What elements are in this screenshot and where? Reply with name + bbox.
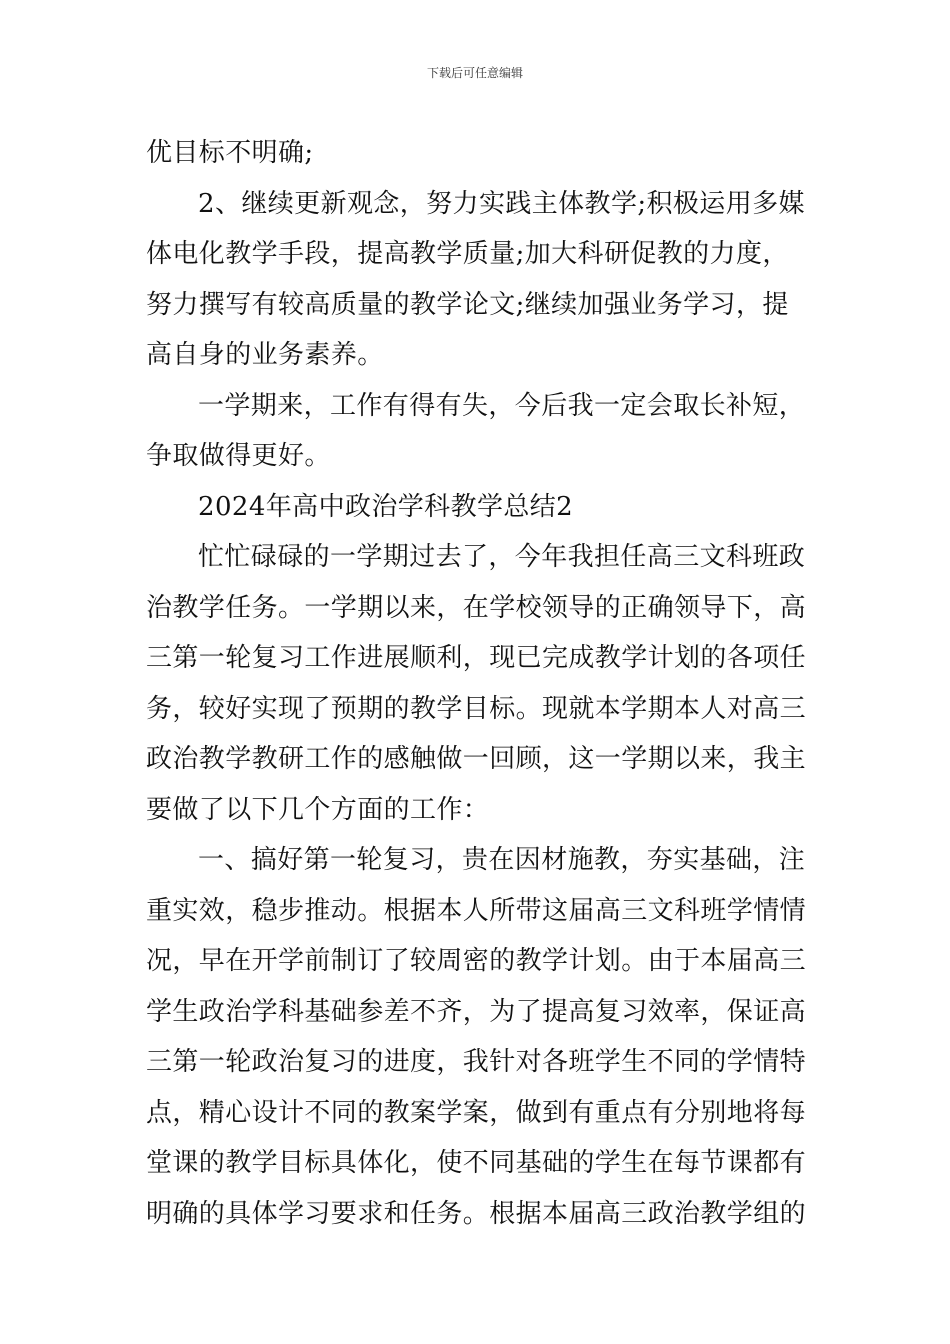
document-body xyxy=(146,128,808,1239)
section-title: 2024年高中政治学科教学总结2 xyxy=(198,491,574,522)
paragraph-5: 一、搞好第一轮复习，贵在因材施教，夯实基础，注重实效，稳步推动。根据本人所带这届高三文科班学情情况，早在开学前制订了较周密的教学计划。由于本届高三学生政治学科基础参差不齐，为了提高复习效率，保证高三第一轮政治复习的进度，我针对各班学生不同的学情特点，精心设计不同的教案学案，做到有重点有分别地将每堂课的教学目标具体化，使不同基础的学生在每节课都有明确的具体学习要求和任务。根据本届高三政治教学组的 xyxy=(146,845,807,1229)
paragraph-3: 一学期来，工作有得有失，今后我一定会取长补短，争取做得更好。 xyxy=(146,390,806,471)
paragraph-4: 忙忙碌碌的一学期过去了，今年我担任高三文科班政治教学任务。一学期以来，在学校领导的正确领导下，高三第一轮复习工作进展顺利，现已完成教学计划的各项任务，较好实现了预期的教学目标。现就本学期本人对高三政治教学教研工作的感触做一回顾，这一学期以来，我主要做了以下几个方面的工作： xyxy=(146,542,807,825)
paragraph-2: 2、继续更新观念，努力实践主体教学;积极运用多媒体电化教学手段，提高教学质量;加大科研促教的力度，努力撰写有较高质量的教学论文;继续加强业务学习，提高自身的业务素养。 xyxy=(146,188,805,370)
paragraph-1: 优目标不明确; xyxy=(146,138,314,168)
page-header: 下载后可任意编辑 xyxy=(426,66,523,80)
